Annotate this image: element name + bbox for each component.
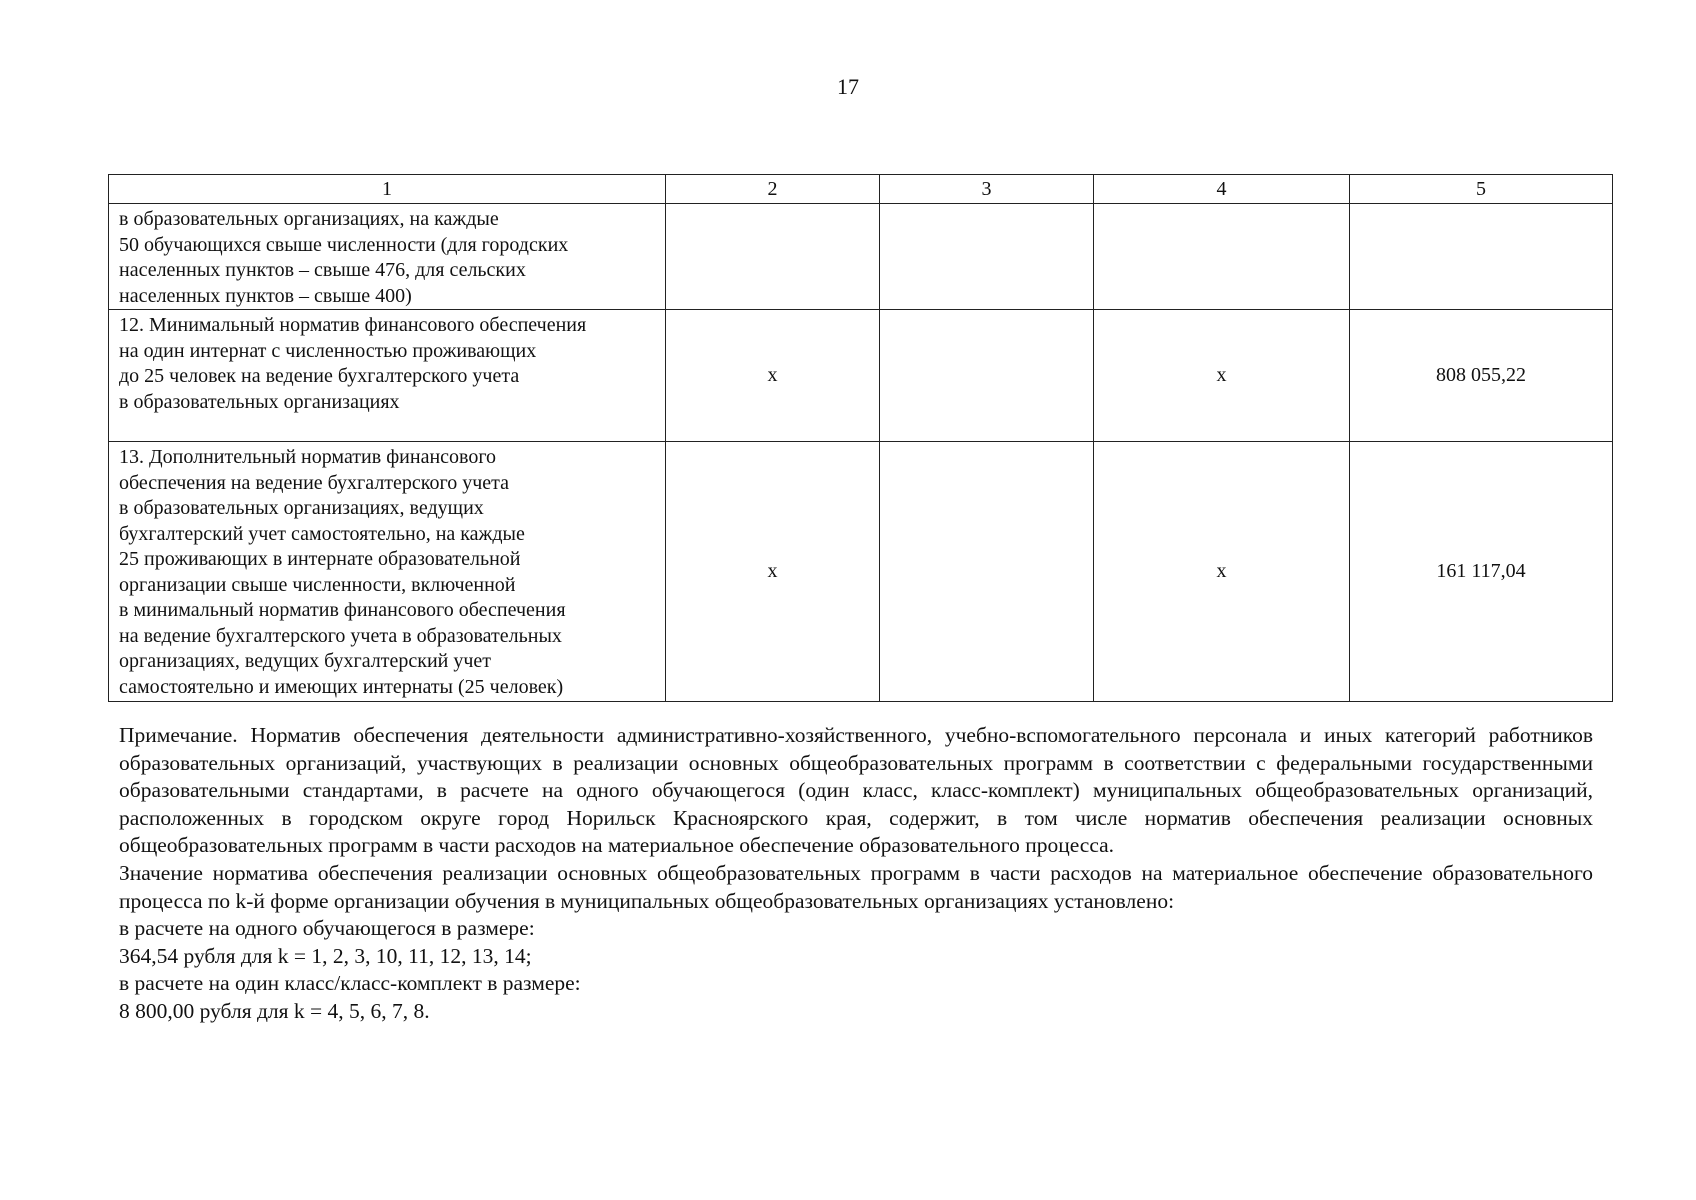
row-cell-col3 [880, 310, 1094, 442]
row-description: в образовательных организациях, на каждые 50 обучающихся свыше численности (для городских населенных пунктов – свыше 476, для сельских населенных пунктов – свыше 400) [109, 204, 666, 310]
column-number-5: 5 [1350, 175, 1613, 204]
note-paragraph: Примечание. Норматив обеспечения деятельности административно-хозяйственного, учебно-вспомогательного персонала и иных категорий работников образовательных организаций, участвующих в реализации основных общеобразовательных программ в соответствии с федеральными государственными образовательными стандартами, в расчете на одного обучающегося (один класс, класс-комплект) муниципальных общеобразовательных организаций, расположенных в городском округе город Норильск Красноярского края, содержит, в том числе норматив обеспечения реализации основных общеобразовательных программ в части расходов на материальное обеспечение образовательного процесса. [119, 723, 1593, 858]
row-cell-col4 [1094, 204, 1350, 310]
row-cell-col3 [880, 204, 1094, 310]
note-line: 364,54 рубля для k = 1, 2, 3, 10, 11, 12, 13, 14; [119, 943, 532, 968]
row-cell-col2 [666, 204, 880, 310]
row-cell-col2: x [666, 442, 880, 702]
column-number-2: 2 [666, 175, 880, 204]
page-number: 17 [837, 74, 859, 99]
note-line: в расчете на один класс/класс-комплект в размере: [119, 971, 581, 996]
row-description: 12. Минимальный норматив финансового обеспечения на один интернат с численностью проживающих до 25 человек на ведение бухгалтерского учета в образовательных организациях [109, 310, 666, 442]
row-description: 13. Дополнительный норматив финансового обеспечения на ведение бухгалтерского учета в образовательных организациях, ведущих бухгалтерский учет самостоятельно, на каждые 25 проживающих в интернате образовательной организации свыше численности, включенной в минимальный норматив финансового обеспечения на ведение бухгалтерского учета в образовательных организациях, ведущих бухгалтерский учет самостоятельно и имеющих интернаты (25 человек) [109, 442, 666, 702]
normative-table [108, 174, 1613, 702]
row-value: 161 117,04 [1350, 442, 1613, 702]
table-row [109, 310, 1613, 442]
column-number-1: 1 [109, 175, 666, 204]
table-row [109, 442, 1613, 702]
row-cell-col4: x [1094, 310, 1350, 442]
row-cell-col4: x [1094, 442, 1350, 702]
table-row [109, 204, 1613, 310]
column-number-3: 3 [880, 175, 1094, 204]
note-line: 8 800,00 рубля для k = 4, 5, 6, 7, 8. [119, 998, 430, 1023]
row-cell-col5 [1350, 204, 1613, 310]
note-line: в расчете на одного обучающегося в размере: [119, 916, 535, 941]
row-cell-col2: x [666, 310, 880, 442]
note-section [119, 722, 1593, 1026]
column-number-4: 4 [1094, 175, 1350, 204]
row-value: 808 055,22 [1350, 310, 1613, 442]
row-cell-col3 [880, 442, 1094, 702]
table-header-row [109, 175, 1613, 204]
note-paragraph: Значение норматива обеспечения реализации основных общеобразовательных программ в части расходов на материальное обеспечение образовательного процесса по k-й форме организации обучения в муниципальных общеобразовательных организациях установлено: [119, 860, 1593, 913]
